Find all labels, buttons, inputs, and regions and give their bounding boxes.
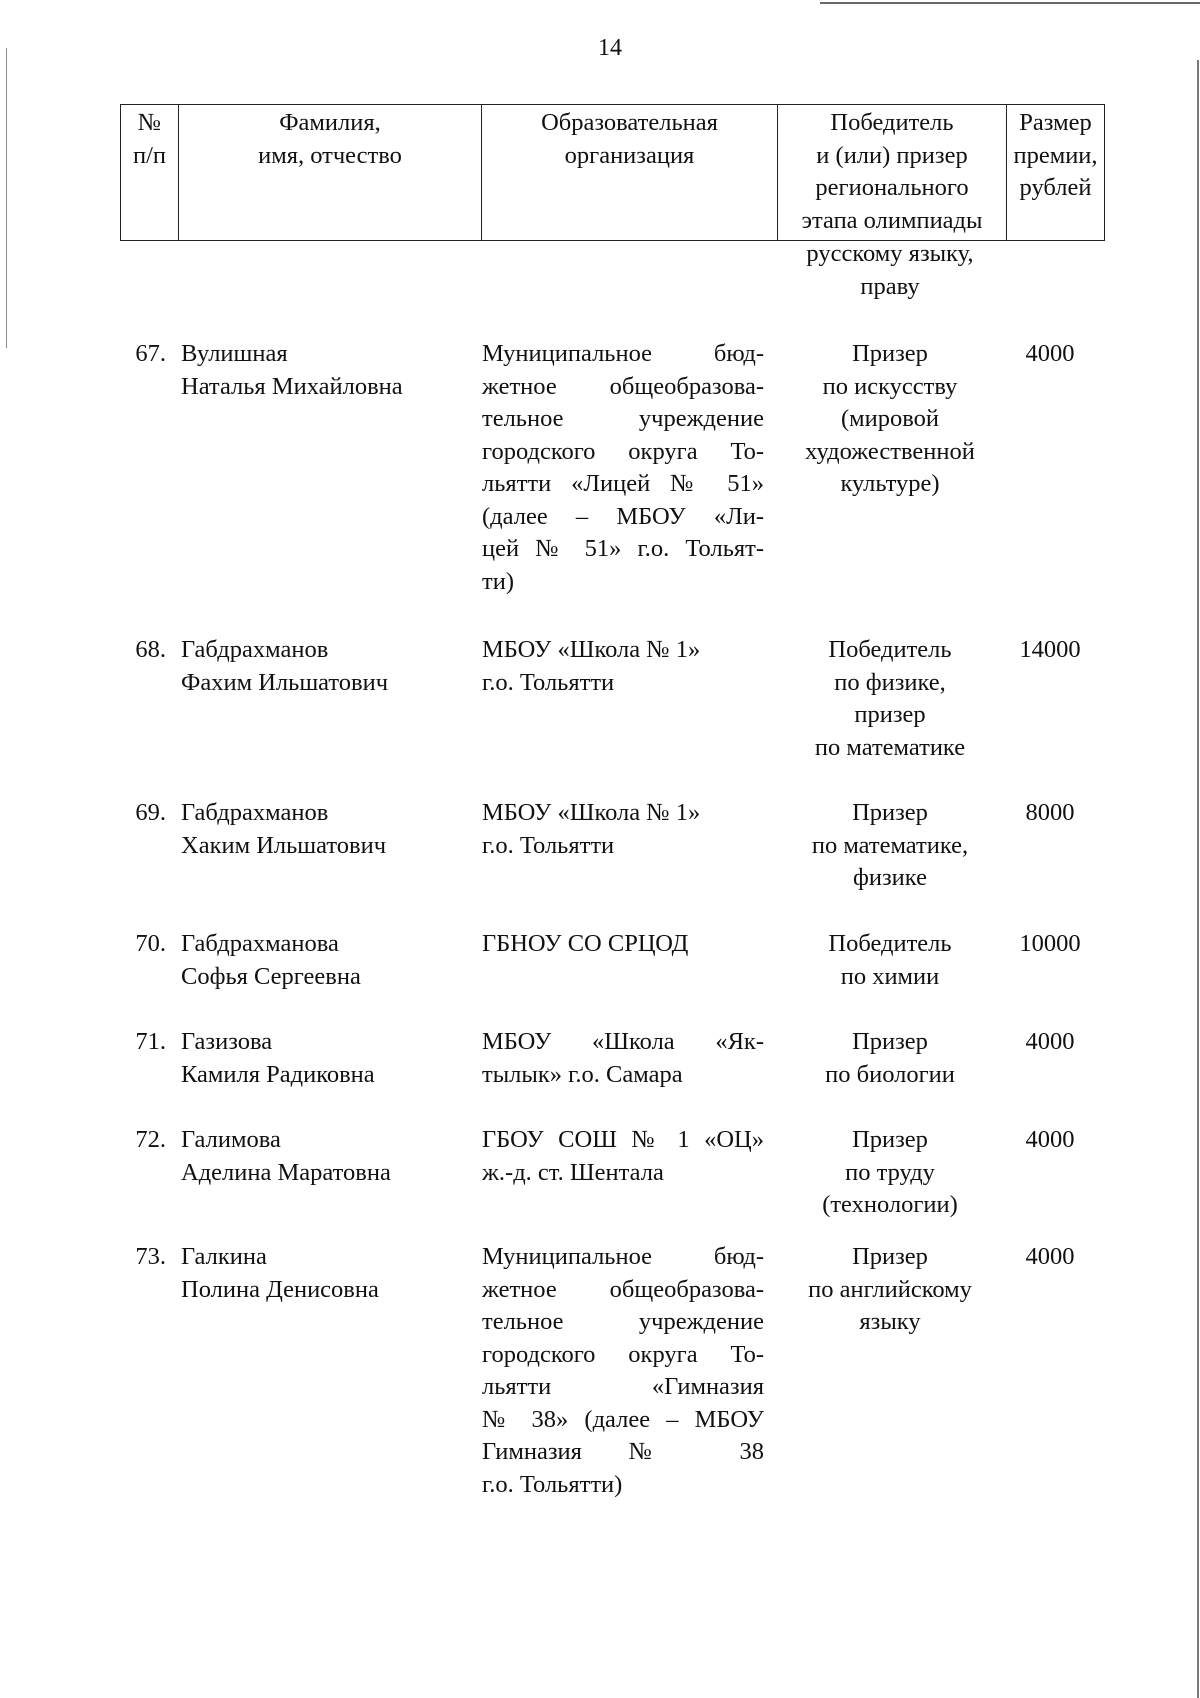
organization-line: ГБОУ СОШ № 1 «ОЦ»	[482, 1126, 764, 1153]
organization-line: городского округа То-	[482, 437, 764, 465]
prize-amount: 4000	[1025, 1243, 1075, 1270]
scan-edge-right	[1197, 60, 1199, 1698]
organization-line: цей № 51» г.о. Тольят-	[482, 535, 764, 562]
header-name-line: имя, отчество	[258, 141, 402, 169]
organization-line: ти)	[482, 567, 514, 595]
award-line: по английскому	[808, 1275, 972, 1303]
award-line: по физике,	[834, 668, 946, 696]
student-name	[181, 338, 481, 403]
student-given-names: Фахим Ильшатович	[181, 668, 389, 696]
organization-line: МБОУ «Школа № 1»	[482, 636, 701, 663]
award-line: Призер	[852, 799, 928, 826]
student-given-names: Софья Сергеевна	[181, 962, 361, 990]
header-award-line: этапа олимпиады	[801, 206, 983, 234]
award-line: по математике	[814, 733, 966, 761]
header-prize	[1007, 105, 1105, 241]
award-line: по биологии	[825, 1060, 955, 1088]
student-surname: Габдрахманов	[181, 799, 329, 826]
header-award-line: и (или) призер	[816, 141, 968, 169]
organization-line: жетное общеобразова-	[482, 372, 764, 400]
award	[775, 928, 1005, 993]
award-line: по труду	[845, 1158, 935, 1186]
page-number: 14	[598, 35, 622, 61]
award-line: по химии	[840, 962, 940, 990]
award-continuation-line: праву	[860, 272, 920, 300]
prize-amount: 8000	[1025, 799, 1075, 826]
award-line: языку	[859, 1308, 921, 1335]
student-given-names: Наталья Михайловна	[181, 372, 403, 400]
header-num-line: №	[137, 109, 162, 136]
student-name	[181, 797, 481, 862]
award-line: Победитель	[828, 930, 952, 957]
header-award-line: Победитель	[830, 109, 954, 136]
organization-line: (далее – МБОУ «Ли-	[482, 502, 764, 530]
header-award	[778, 105, 1007, 241]
student-name	[181, 928, 481, 993]
student-surname: Галкина	[181, 1243, 267, 1270]
table-header	[120, 104, 1105, 241]
award-line: культуре)	[840, 470, 940, 497]
organization	[482, 1241, 764, 1501]
organization-line: г.о. Тольятти	[482, 668, 615, 696]
student-surname: Газизова	[181, 1028, 273, 1055]
organization-line: № 38» (далее – МБОУ	[482, 1405, 764, 1433]
header-prize-line: рублей	[1019, 174, 1092, 201]
student-given-names: Полина Денисовна	[181, 1275, 379, 1303]
header-org-line: Образовательная	[541, 109, 718, 136]
organization	[482, 797, 764, 862]
organization	[482, 338, 764, 598]
award-line: художественной	[805, 437, 975, 465]
student-surname: Габдрахманова	[181, 930, 339, 957]
award-continuation-line: русскому языку,	[806, 240, 974, 267]
prize-amount: 14000	[1019, 636, 1081, 663]
header-org	[482, 105, 778, 241]
organization-line: Муниципальное бюд-	[482, 340, 764, 367]
header-prize-line: Размер	[1019, 109, 1092, 136]
prize-amount: 10000	[1019, 930, 1081, 957]
prize-amount: 4000	[1025, 340, 1075, 367]
scan-edge-left	[6, 48, 7, 348]
student-given-names: Аделина Маратовна	[181, 1158, 391, 1186]
organization-line: МБОУ «Школа № 1»	[482, 799, 701, 826]
row-number: 70.	[135, 930, 166, 957]
header-name-line: Фамилия,	[279, 109, 381, 136]
award-line: (технологии)	[822, 1191, 958, 1218]
award-line: Призер	[852, 1243, 928, 1270]
award-line: Призер	[852, 340, 928, 367]
award-line: (мировой	[840, 405, 940, 432]
prize-amount: 4000	[1025, 1126, 1075, 1153]
student-name	[181, 634, 481, 699]
award-line: призер	[854, 701, 926, 728]
organization-line: тылык» г.о. Самара	[482, 1060, 683, 1088]
student-name	[181, 1241, 481, 1306]
organization-line: МБОУ «Школа «Як-	[482, 1028, 764, 1055]
row-number: 71.	[135, 1028, 166, 1055]
award	[775, 797, 1005, 895]
header-award-line: регионального	[815, 174, 969, 201]
header-num-line: п/п	[132, 141, 167, 169]
student-surname: Галимова	[181, 1126, 281, 1153]
organization-line: жетное общеобразова-	[482, 1275, 764, 1303]
award	[775, 338, 1005, 501]
scan-edge-top	[820, 2, 1200, 4]
organization-line: льятти «Лицей № 51»	[482, 470, 764, 497]
student-name	[181, 1026, 481, 1091]
student-given-names: Камиля Радиковна	[181, 1060, 375, 1088]
header-num	[121, 105, 179, 241]
award	[775, 1026, 1005, 1091]
row-number: 73.	[135, 1243, 166, 1270]
award	[775, 1241, 1005, 1339]
award	[775, 1124, 1005, 1222]
organization	[482, 634, 764, 699]
award-line: по математике,	[811, 831, 969, 859]
organization-line: ж.-д. ст. Шентала	[482, 1158, 664, 1186]
row-number: 68.	[135, 636, 166, 663]
student-surname: Габдрахманов	[181, 636, 329, 663]
award-line: Призер	[852, 1126, 928, 1153]
student-name	[181, 1124, 481, 1189]
row-number: 72.	[135, 1126, 166, 1153]
header-org-line: организация	[564, 141, 695, 169]
award-line: Призер	[852, 1028, 928, 1055]
organization-line: ГБНОУ СО СРЦОД	[482, 930, 689, 957]
organization-line: Муниципальное бюд-	[482, 1243, 764, 1270]
organization-line: городского округа То-	[482, 1340, 764, 1368]
award	[775, 634, 1005, 764]
organization-line: г.о. Тольятти	[482, 831, 615, 859]
student-given-names: Хаким Ильшатович	[181, 831, 387, 859]
organization-line: г.о. Тольятти)	[482, 1470, 623, 1498]
award-line: по искусству	[822, 372, 958, 400]
prize-amount: 4000	[1025, 1028, 1075, 1055]
organization-line: льятти «Гимназия	[482, 1373, 764, 1400]
organization	[482, 1026, 764, 1091]
header-prize-line: премии,	[1013, 141, 1098, 169]
organization	[482, 928, 764, 961]
organization	[482, 1124, 764, 1189]
student-surname: Вулишная	[181, 340, 288, 367]
award-line: физике	[853, 864, 927, 891]
award-continuation	[780, 238, 1000, 303]
organization-line: Гимназия № 38	[482, 1438, 764, 1465]
organization-line: тельное учреждение	[482, 1308, 764, 1335]
header-name	[179, 105, 482, 241]
row-number: 69.	[135, 799, 166, 826]
row-number: 67.	[135, 340, 166, 367]
organization-line: тельное учреждение	[482, 405, 764, 432]
award-line: Победитель	[828, 636, 952, 663]
